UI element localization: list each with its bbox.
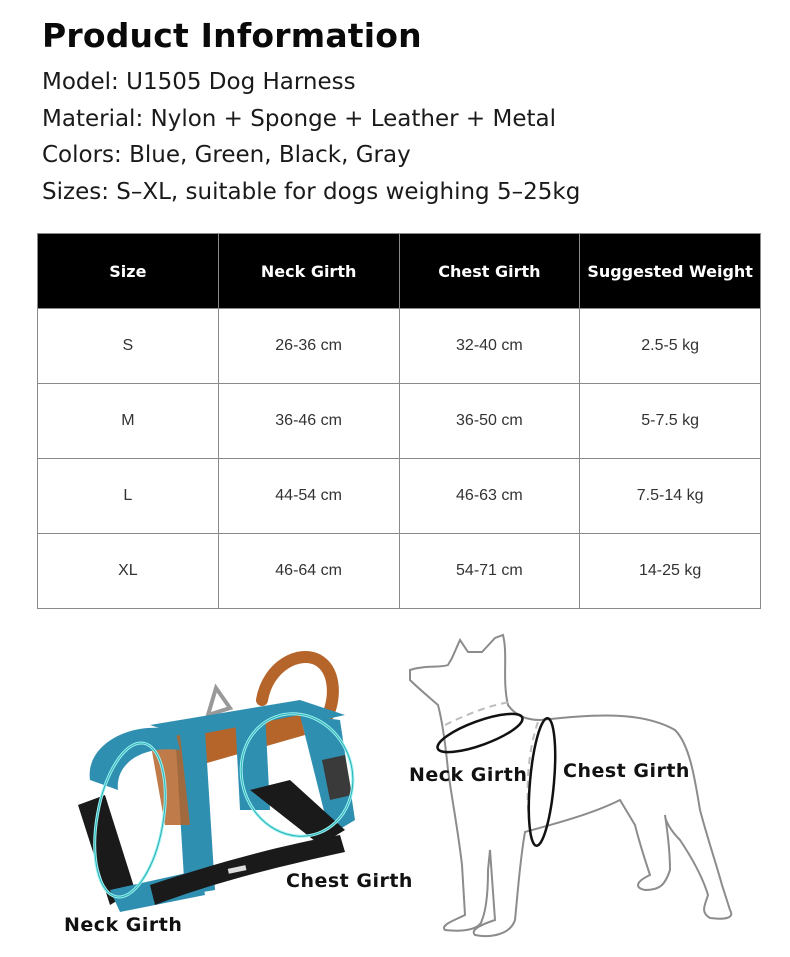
cell-size: XL [38, 534, 219, 609]
header-chest-girth: Chest Girth [399, 234, 580, 309]
cell-chest-girth: 46-63 cm [399, 459, 580, 534]
table-row [38, 534, 761, 609]
header-size: Size [38, 234, 219, 309]
cell-weight: 14-25 kg [580, 534, 761, 609]
cell-neck-girth: 26-36 cm [218, 309, 399, 384]
dog-neck-girth-label: Neck Girth [409, 764, 528, 786]
cell-weight: 7.5-14 kg [580, 459, 761, 534]
page-title: Product Information [42, 16, 422, 55]
cell-size: L [38, 459, 219, 534]
cell-chest-girth: 32-40 cm [399, 309, 580, 384]
harness-neck-girth-label: Neck Girth [64, 914, 183, 936]
material-line: Material: Nylon + Sponge + Leather + Metal [42, 105, 556, 132]
cell-neck-girth: 46-64 cm [218, 534, 399, 609]
cell-weight: 5-7.5 kg [580, 384, 761, 459]
table-row [38, 384, 761, 459]
table-row [38, 459, 761, 534]
sizes-line: Sizes: S–XL, suitable for dogs weighing 5–25kg [42, 178, 581, 205]
cell-weight: 2.5-5 kg [580, 309, 761, 384]
product-info [42, 14, 580, 210]
colors-line: Colors: Blue, Green, Black, Gray [42, 142, 411, 168]
dog-outline-image [390, 620, 770, 957]
table-row [38, 309, 761, 384]
harness-image [0, 620, 420, 957]
cell-chest-girth: 54-71 cm [399, 534, 580, 609]
header-suggested-weight: Suggested Weight [580, 234, 761, 309]
cell-size: M [38, 384, 219, 459]
cell-chest-girth: 36-50 cm [399, 384, 580, 459]
cell-size: S [38, 309, 219, 384]
harness-chest-girth-label: Chest Girth [286, 870, 413, 892]
header-neck-girth: Neck Girth [218, 234, 399, 309]
size-table [37, 233, 761, 609]
cell-neck-girth: 36-46 cm [218, 384, 399, 459]
table-header-row [38, 234, 761, 309]
model-line: Model: U1505 Dog Harness [42, 69, 356, 95]
dog-chest-girth-label: Chest Girth [563, 760, 690, 782]
cell-neck-girth: 44-54 cm [218, 459, 399, 534]
measurement-illustration [0, 620, 790, 957]
